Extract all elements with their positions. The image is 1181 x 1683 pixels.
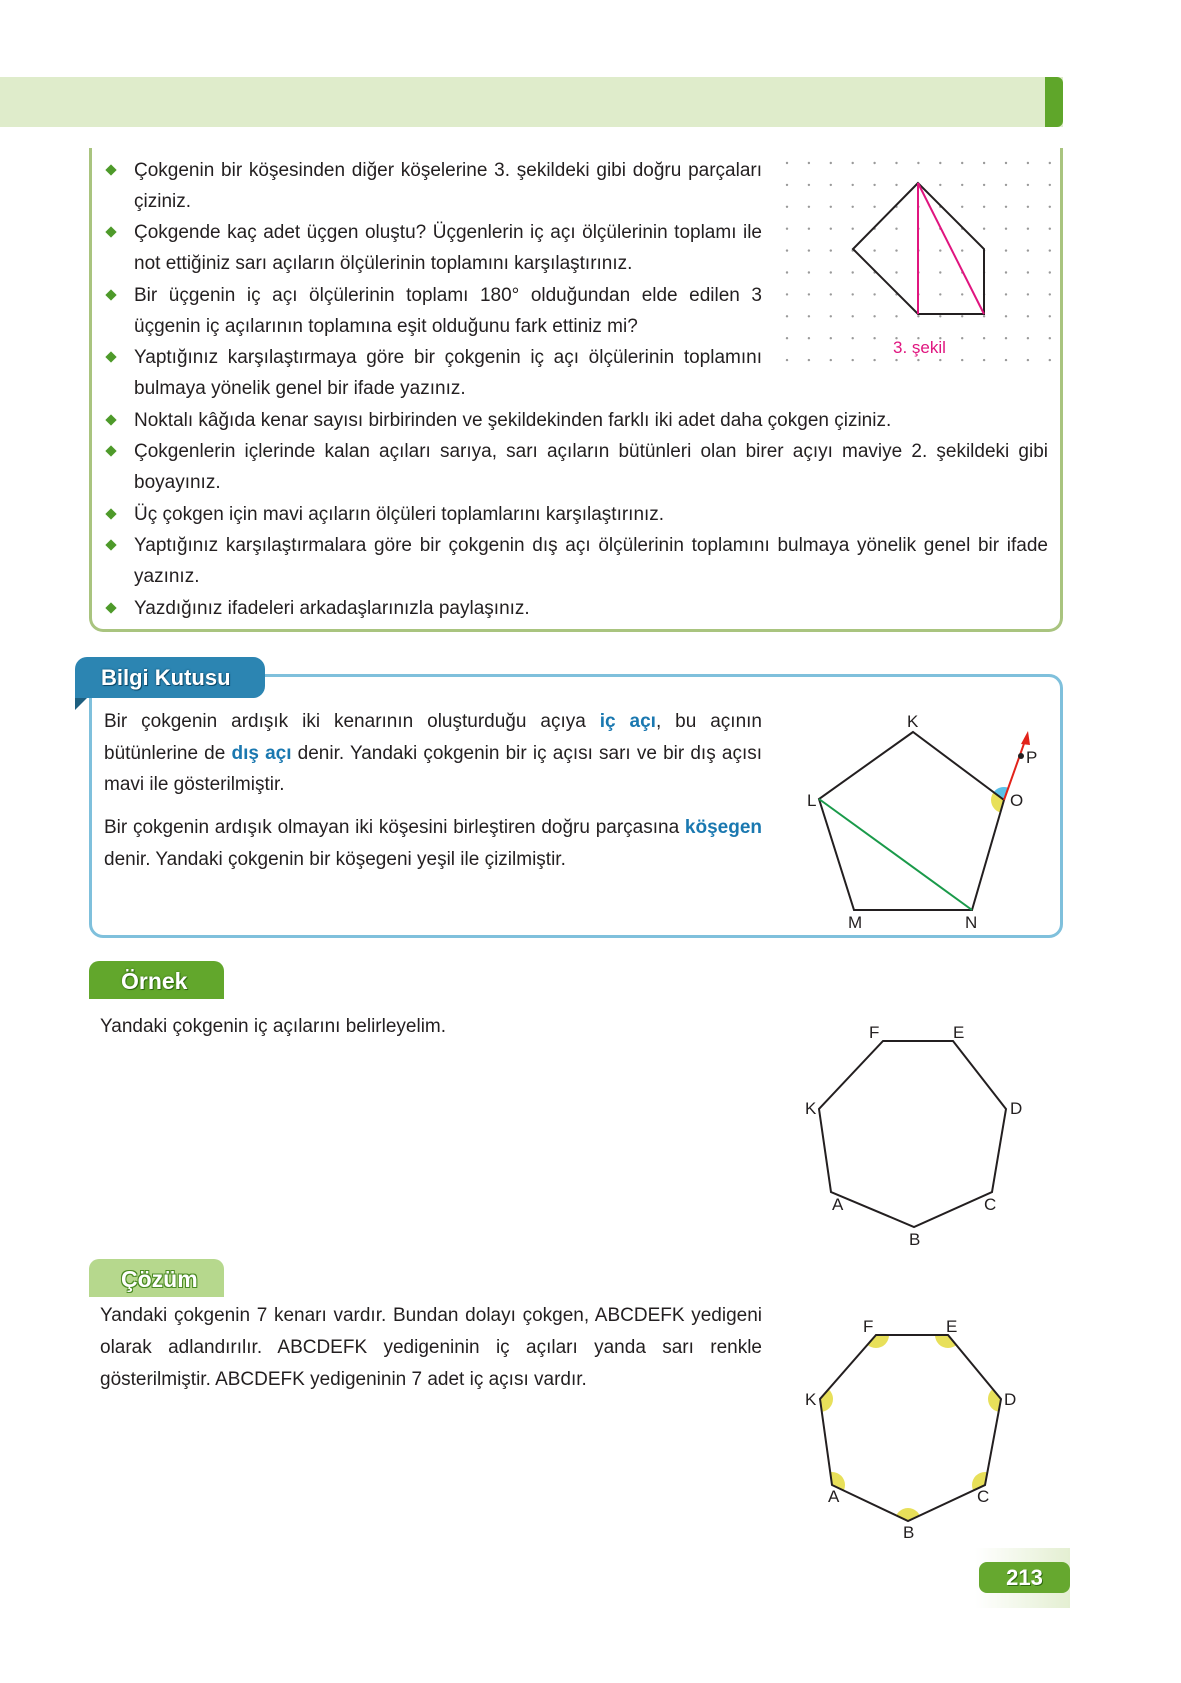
info-paragraph-2: Bir çokgenin ardışık olmayan iki köşesini birleştiren doğru parçasına köşegen denir. Yandaki çokgenin bir köşegeni yeşil ile çizilmiştir. (104, 817, 762, 870)
grid-dot (961, 249, 963, 251)
grid-dot (852, 184, 854, 186)
grid-dot (1027, 293, 1029, 295)
grid-dot (1049, 271, 1051, 273)
grid-dot (873, 337, 875, 339)
grid-dot (830, 337, 832, 339)
grid-dot (917, 315, 919, 317)
grid-dot (983, 228, 985, 230)
grid-dot (830, 359, 832, 361)
grid-dot (1005, 228, 1007, 230)
grid-dot (873, 249, 875, 251)
activity-item: Yaptığınız karşılaştırmaya göre bir çokgenin iç açı ölçülerinin toplamını bulmaya yönelik genel bir ifade yazınız. (134, 342, 762, 405)
grid-dot (1027, 184, 1029, 186)
grid-dot (873, 184, 875, 186)
grid-dot (895, 184, 897, 186)
vertex-label-f: F (863, 1317, 874, 1336)
grid-dot (1027, 228, 1029, 230)
grid-dot (808, 337, 810, 339)
vertex-label-d: D (1004, 1390, 1017, 1409)
vertex-label-b: B (909, 1230, 921, 1249)
grid-dot (808, 228, 810, 230)
grid-dot (852, 315, 854, 317)
figure-caption: 3. şekil (893, 338, 946, 357)
grid-dot (830, 315, 832, 317)
grid-dot (808, 359, 810, 361)
term-exterior-angle: dış açı (231, 742, 292, 764)
vertex-label-p: P (1026, 748, 1038, 767)
grid-dot (917, 162, 919, 164)
grid-dot (961, 337, 963, 339)
grid-dot (852, 359, 854, 361)
vertex-label-l: L (807, 791, 817, 810)
vertex-label-e: E (946, 1317, 958, 1336)
grid-dot (1005, 359, 1007, 361)
activity-item: Üç çokgen için mavi açıların ölçüleri toplamlarını karşılaştırınız. (134, 499, 1048, 530)
vertex-label-c: C (977, 1487, 990, 1506)
grid-dot (808, 184, 810, 186)
vertex-label-k: K (805, 1099, 817, 1118)
grid-dot (1027, 206, 1029, 208)
grid-dot (786, 249, 788, 251)
grid-dot (961, 206, 963, 208)
grid-dot (961, 184, 963, 186)
grid-dot (983, 337, 985, 339)
grid-dot (808, 162, 810, 164)
grid-dot (873, 162, 875, 164)
grid-dot (808, 293, 810, 295)
activity-item: Yaptığınız karşılaştırmalara göre bir çokgenin dış açı ölçülerinin toplamını bulmaya yönelik genel bir ifade yazınız. (134, 530, 1048, 593)
solution-title: Çözüm (89, 1259, 224, 1297)
pentagon-klmno (819, 732, 1004, 910)
grid-dot (1005, 293, 1007, 295)
grid-dot (852, 271, 854, 273)
grid-dot (1005, 162, 1007, 164)
activity-item: Noktalı kâğıda kenar sayısı birbirinden ve şekildekinden farklı iki adet daha çokgen çiziniz. (134, 405, 1048, 436)
vertex-label-e: E (953, 1023, 965, 1042)
grid-dot (808, 315, 810, 317)
grid-dot (895, 228, 897, 230)
grid-dot (830, 249, 832, 251)
vertex-label-n: N (965, 913, 978, 932)
grid-dot (786, 228, 788, 230)
grid-dot (1005, 315, 1007, 317)
vertex-label-a: A (828, 1487, 840, 1506)
solution-text: Yandaki çokgenin 7 kenarı vardır. Bundan dolayı çokgen, ABCDEFK yedigeni olarak adlandırılır. ABCDEFK yedigeninin iç açıları yanda sarı renkle gösterilmiştir. ABCDEFK yedigeninin 7 adet iç açısı vardır. (100, 1305, 762, 1390)
grid-dot (852, 206, 854, 208)
grid-dot (1049, 184, 1051, 186)
example-text: Yandaki çokgenin iç açılarını belirleyelim. (100, 1016, 447, 1037)
grid-dot (961, 315, 963, 317)
grid-dot (786, 315, 788, 317)
grid-dot (873, 359, 875, 361)
grid-dot (939, 293, 941, 295)
grid-dot (786, 293, 788, 295)
grid-dot (895, 315, 897, 317)
activity-item: Yazdığınız ifadeleri arkadaşlarınızla paylaşınız. (134, 593, 1048, 624)
grid-dot (983, 315, 985, 317)
grid-dot (1027, 271, 1029, 273)
grid-dot (1049, 337, 1051, 339)
grid-dot (786, 184, 788, 186)
grid-dot (961, 162, 963, 164)
grid-dot (1005, 249, 1007, 251)
grid-dot (852, 162, 854, 164)
grid-dot (1027, 337, 1029, 339)
figure-3-diagonal (918, 183, 984, 314)
grid-dot (961, 293, 963, 295)
heptagon-solution (820, 1335, 1001, 1521)
grid-dot (1049, 293, 1051, 295)
grid-dot (983, 359, 985, 361)
vertex-label-m: M (848, 913, 863, 932)
grid-dot (830, 184, 832, 186)
grid-dot (830, 271, 832, 273)
vertex-label-k: K (907, 712, 919, 731)
grid-dot (983, 184, 985, 186)
grid-dot (895, 359, 897, 361)
grid-dot (786, 271, 788, 273)
grid-dot (1049, 228, 1051, 230)
grid-dot (830, 228, 832, 230)
grid-dot (1027, 162, 1029, 164)
page-number: 213 (979, 1562, 1070, 1593)
grid-dot (830, 206, 832, 208)
grid-dot (917, 359, 919, 361)
info-paragraph-1: Bir çokgenin ardışık iki kenarının oluşturduğu açıya iç açı, bu açının bütünlerine de dış açı denir. Yandaki çokgenin bir iç açısı sarı ve bir dış açısı mavi ile gösterilmiştir. (104, 711, 762, 795)
grid-dot (786, 337, 788, 339)
grid-dot (983, 206, 985, 208)
diagonal-ln (819, 799, 972, 910)
grid-dot (1049, 249, 1051, 251)
grid-dot (895, 162, 897, 164)
vertex-label-c: C (984, 1195, 997, 1214)
grid-dot (873, 293, 875, 295)
activity-item: Bir üçgenin iç açı ölçülerinin toplamı 180° olduğundan elde edilen 3 üçgenin iç açılarının toplamına eşit olduğunu fark ettiniz mi? (134, 280, 762, 343)
grid-dot (1049, 162, 1051, 164)
grid-dot (939, 271, 941, 273)
grid-dot (961, 359, 963, 361)
grid-dot (873, 315, 875, 317)
grid-dot (786, 206, 788, 208)
grid-dot (1027, 359, 1029, 361)
activity-item: Çokgende kaç adet üçgen oluştu? Üçgenlerin iç açı ölçülerinin toplamı ile not ettiğiniz sarı açıların ölçülerinin toplamını karşılaştırınız. (134, 217, 762, 280)
grid-dot (786, 162, 788, 164)
grid-dot (808, 206, 810, 208)
vertex-label-a: A (832, 1195, 844, 1214)
grid-dot (939, 359, 941, 361)
vertex-label-d: D (1010, 1099, 1023, 1118)
term-diagonal: köşegen (684, 817, 762, 838)
grid-dot (1027, 315, 1029, 317)
grid-dot (939, 184, 941, 186)
grid-dot (895, 271, 897, 273)
grid-dot (830, 162, 832, 164)
grid-dot (1005, 206, 1007, 208)
vertex-label-k: K (805, 1390, 817, 1409)
vertex-label-b: B (903, 1523, 915, 1542)
grid-dot (830, 293, 832, 295)
vertex-label-o: O (1010, 791, 1024, 810)
vertex-label-f: F (869, 1023, 880, 1042)
grid-dot (852, 337, 854, 339)
point-p (1018, 753, 1024, 759)
term-interior-angle: iç açı (599, 711, 656, 732)
grid-dot (1027, 249, 1029, 251)
grid-dot (1049, 206, 1051, 208)
grid-dot (939, 162, 941, 164)
grid-dot (808, 271, 810, 273)
grid-dot (1005, 271, 1007, 273)
grid-dot (786, 359, 788, 361)
grid-dot (1049, 315, 1051, 317)
grid-dot (1049, 359, 1051, 361)
grid-dot (895, 249, 897, 251)
grid-dot (1005, 337, 1007, 339)
grid-dot (852, 293, 854, 295)
heptagon-example (819, 1041, 1006, 1227)
grid-dot (808, 249, 810, 251)
example-title: Örnek (89, 961, 224, 999)
activity-item: Çokgenin bir köşesinden diğer köşelerine 3. şekildeki gibi doğru parçaları çiziniz. (134, 155, 762, 218)
grid-dot (873, 206, 875, 208)
grid-dot (939, 249, 941, 251)
grid-dot (852, 228, 854, 230)
grid-dot (983, 162, 985, 164)
grid-dot (939, 315, 941, 317)
arrow-head-icon (1021, 731, 1030, 745)
grid-dot (1005, 184, 1007, 186)
info-box-title: Bilgi Kutusu (75, 657, 265, 698)
activity-item: Çokgenlerin içlerinde kalan açıları sarıya, sarı açıların bütünleri olan birer açıyı maviye 2. şekildeki gibi boyayınız. (134, 436, 1048, 499)
